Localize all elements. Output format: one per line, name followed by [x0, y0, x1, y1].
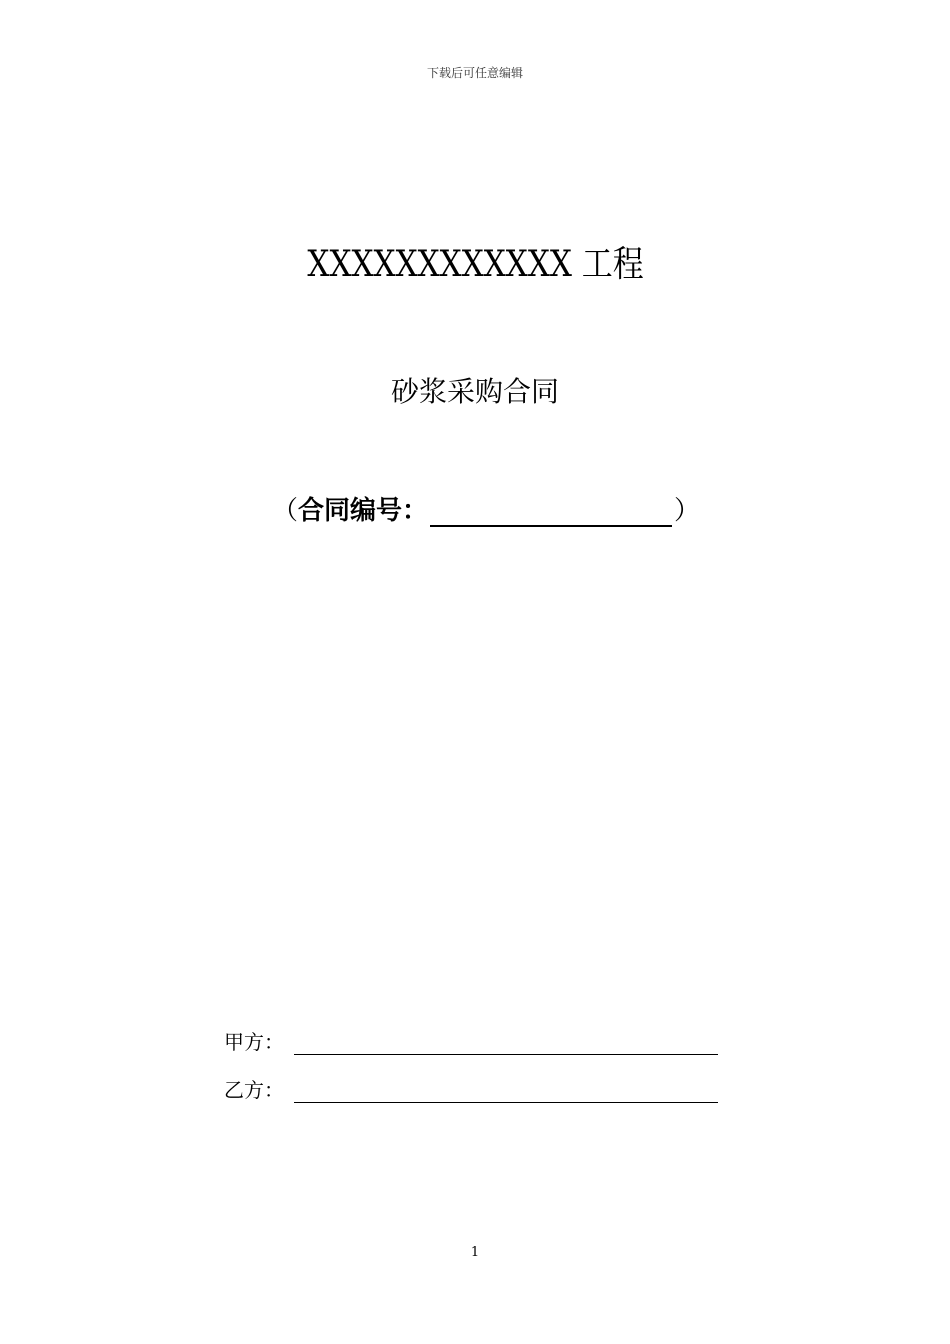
project-title: XXXXXXXXXXXX 工程 — [307, 244, 644, 285]
header-note: 下载后可任意编辑 — [426, 66, 523, 80]
party-b-blank[interactable] — [294, 1080, 718, 1103]
party-a-blank[interactable] — [294, 1032, 718, 1055]
party-a-label: 甲方： — [224, 1030, 284, 1054]
contract-number-label: 合同编号： — [298, 496, 429, 526]
contract-number-open-paren: （ — [272, 496, 299, 526]
party-a-line — [224, 1026, 718, 1055]
contract-number-blank[interactable] — [430, 495, 672, 527]
contract-number-close-paren: ） — [674, 496, 701, 526]
party-b-label: 乙方： — [224, 1078, 284, 1102]
party-b-line — [224, 1074, 718, 1103]
contract-number-line — [272, 487, 700, 527]
contract-name: 砂浆采购合同 — [390, 375, 559, 408]
page-number: 1 — [470, 1245, 480, 1260]
